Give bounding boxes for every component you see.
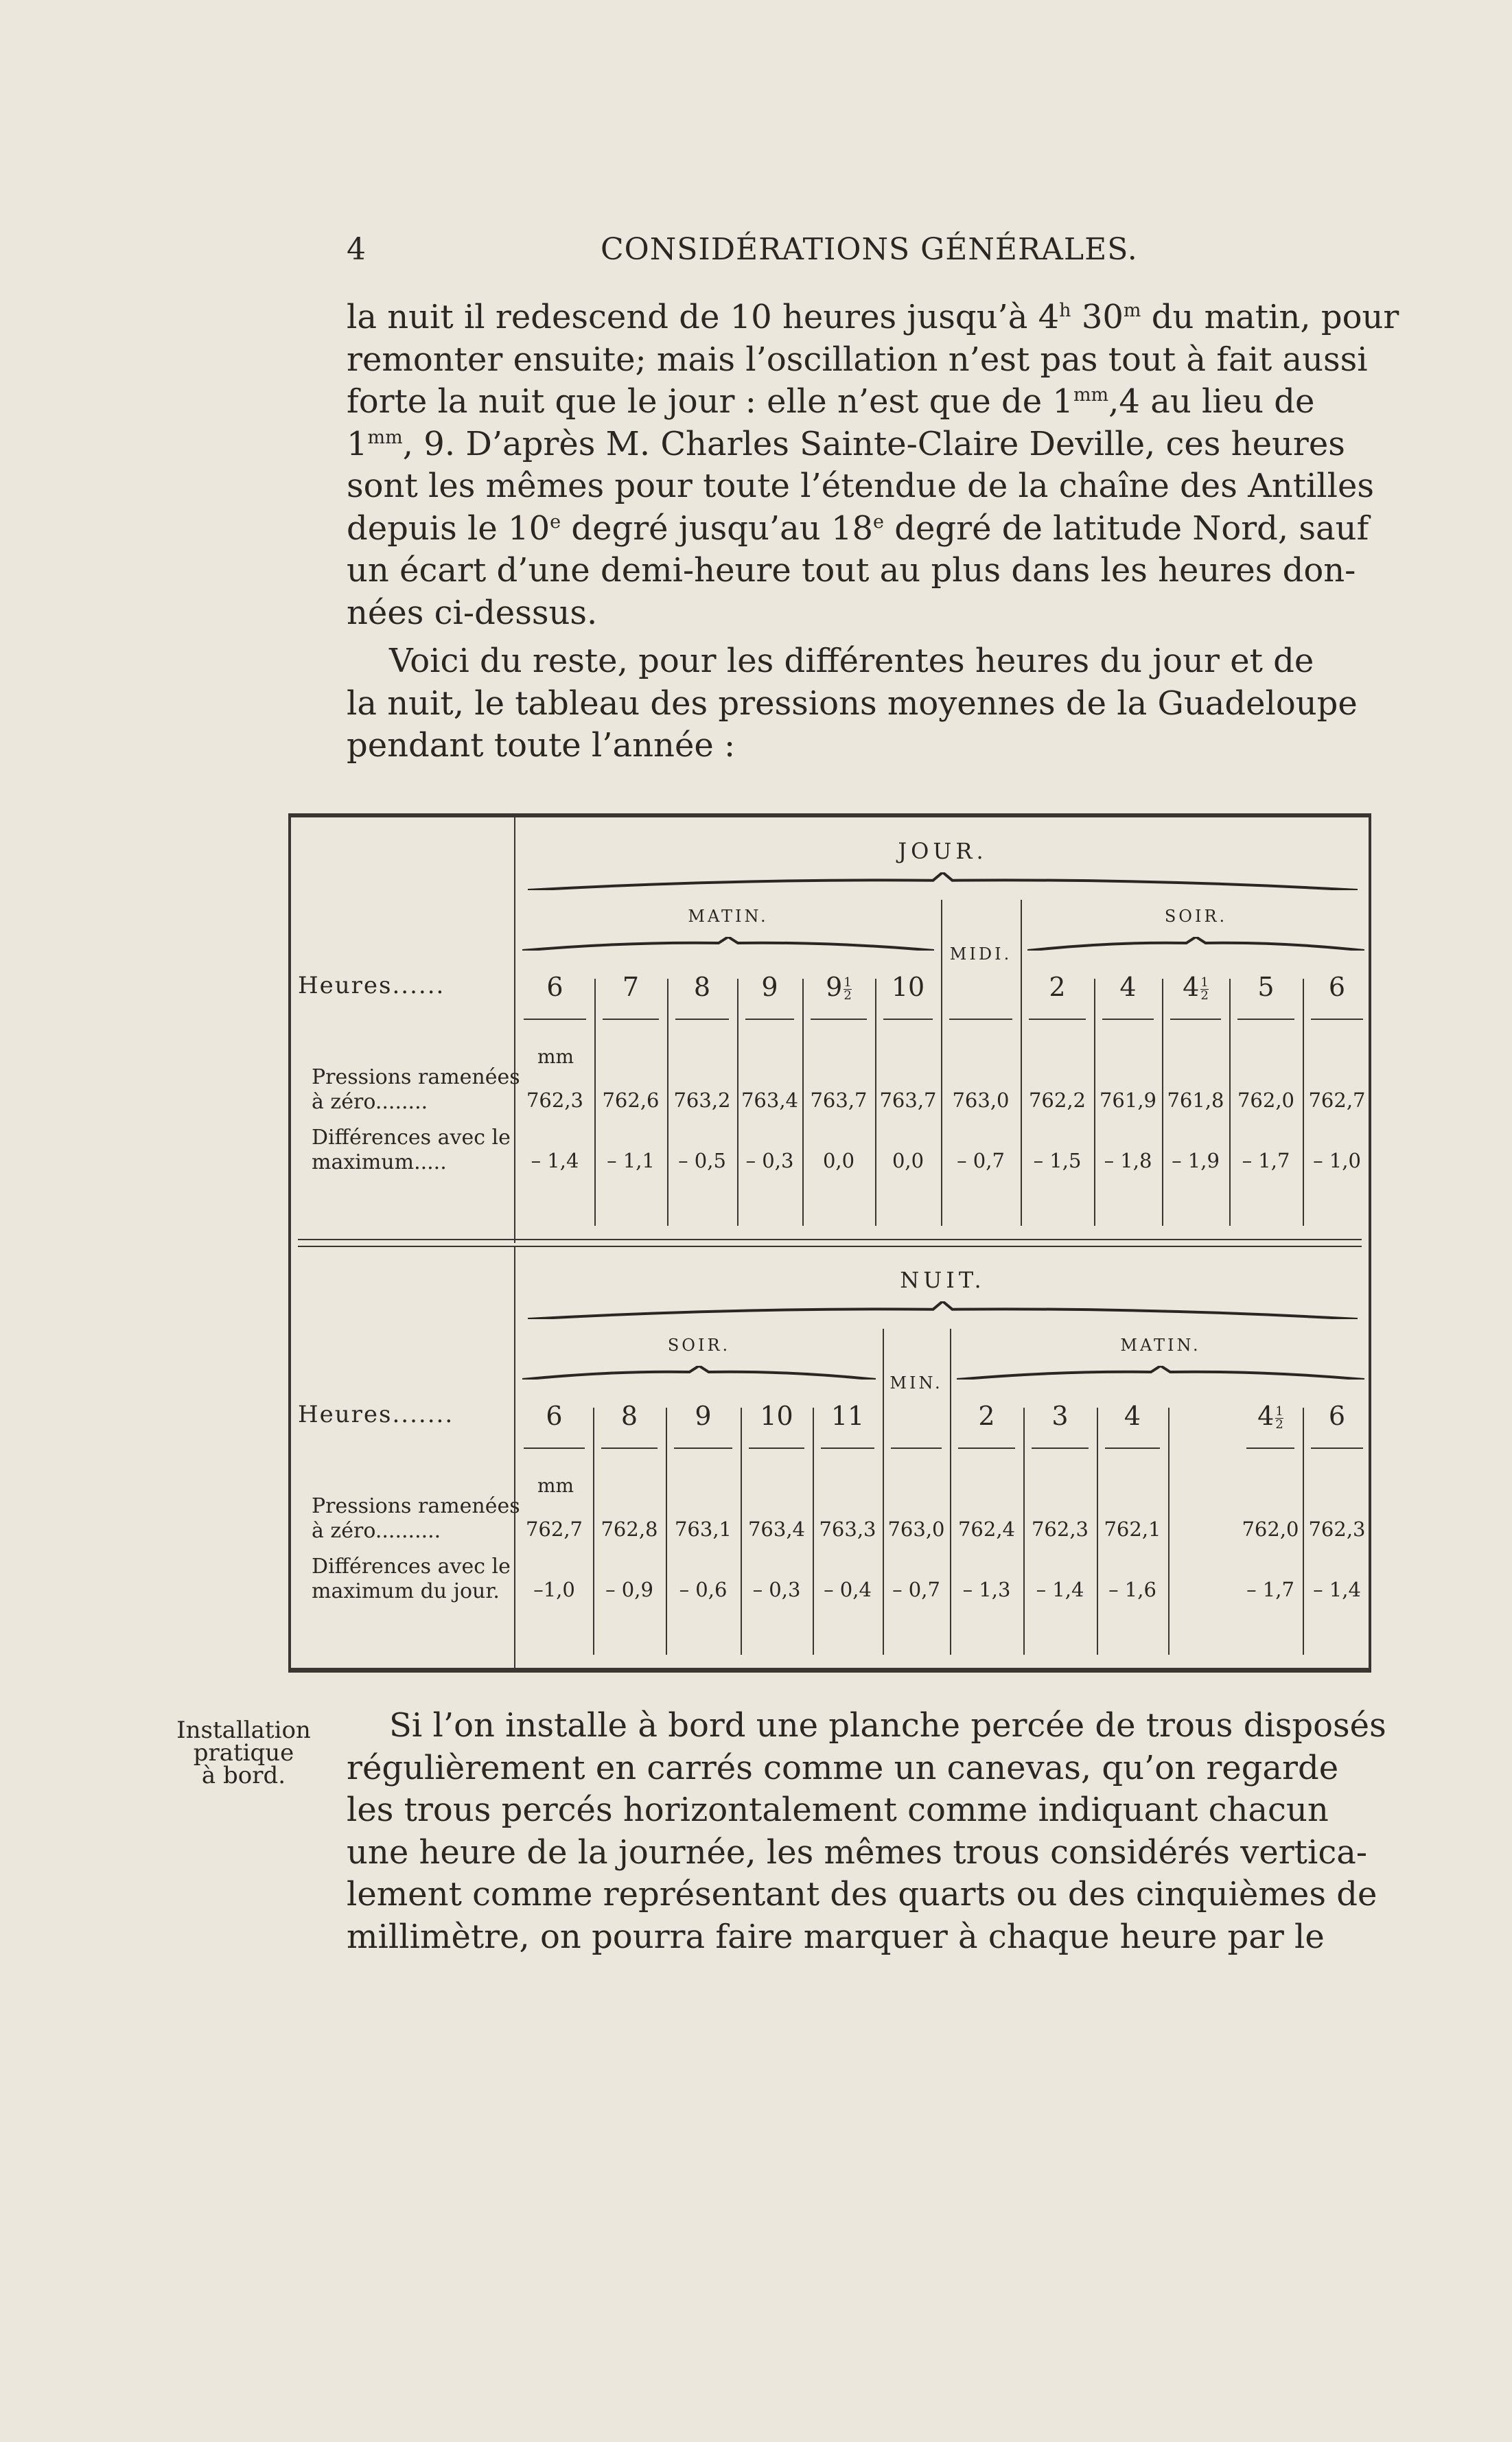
hour-value: 4 <box>1119 972 1137 1002</box>
group-caption: SOIR. <box>667 1336 731 1355</box>
pressure-cell: 762,3 <box>526 1089 584 1112</box>
pressure-cell: 763,1 <box>674 1517 732 1541</box>
pressure-label-line: Pressions ramenées <box>312 1494 520 1518</box>
running-header <box>347 232 1312 273</box>
column-divider <box>1168 1408 1170 1655</box>
page-number: 4 <box>347 232 367 267</box>
column-divider <box>883 1329 884 1655</box>
hour-value: 6 <box>546 1401 563 1431</box>
text-line: pendant toute l’année : <box>347 726 736 765</box>
text-line: remonter ensuite; mais l’oscillation n’est pas tout à fait aussi <box>347 340 1368 379</box>
difference-cell: – 1,0 <box>1313 1149 1361 1172</box>
fraction-half <box>1275 1406 1283 1431</box>
hour-value: 10 <box>760 1401 793 1431</box>
text-line: la nuit, le tableau des pressions moyennes de la Guadeloupe <box>347 684 1358 723</box>
pressure-cell: 762,7 <box>525 1517 583 1541</box>
text-line: Voici du reste, pour les différentes heures du jour et de <box>389 642 1314 680</box>
column-divider <box>950 1329 951 1655</box>
header-underline <box>524 1019 586 1020</box>
difference-cell: – 0,3 <box>745 1149 794 1172</box>
difference-label-line: Différences avec le <box>312 1126 511 1150</box>
pressure-cell: 763,2 <box>673 1089 731 1112</box>
hour-value: 4 <box>1124 1401 1141 1431</box>
difference-cell: – 1,8 <box>1104 1149 1152 1172</box>
group-caption: MATIN. <box>688 907 769 926</box>
pressure-cell: 763,7 <box>810 1089 868 1112</box>
text-line: régulièrement en carrés comme un canevas, qu’on regarde <box>347 1748 1339 1787</box>
fraction-half <box>844 977 851 1002</box>
text-line: les trous percés horizontalement comme indiquant chacun <box>347 1791 1329 1829</box>
column-divider <box>941 900 942 1226</box>
difference-cell: 0,0 <box>822 1149 855 1172</box>
difference-cell: – 0,9 <box>605 1578 653 1601</box>
hour-cell <box>1021 972 1094 1002</box>
hour-value: 4 <box>1257 1401 1275 1431</box>
paragraph-2 <box>347 640 1358 767</box>
header-underline <box>674 1447 732 1449</box>
unit-label: mm <box>537 1474 574 1497</box>
pressure-cell: 761,8 <box>1167 1089 1224 1112</box>
header-underline <box>745 1019 794 1020</box>
pressure-row-label <box>312 1494 520 1544</box>
group-caption: MATIN. <box>1120 1336 1201 1355</box>
header-underline <box>1029 1019 1086 1020</box>
stub-divider <box>514 1246 515 1668</box>
pressure-label-line: à zéro.......... <box>312 1519 441 1543</box>
header-underline <box>1105 1447 1160 1449</box>
header-underline <box>1237 1019 1294 1020</box>
pressure-label-line: à zéro........ <box>312 1090 428 1114</box>
text-line: la nuit il redescend de 10 heures jusqu’à 4$^h$ 30$^m$ du matin, pour <box>347 298 1399 336</box>
difference-cell: – 1,5 <box>1033 1149 1082 1172</box>
header-underline <box>891 1447 942 1449</box>
hour-value: 9 <box>695 1401 712 1431</box>
group-brace <box>522 937 934 951</box>
hour-value: 2 <box>978 1401 995 1431</box>
hour-cell <box>802 972 875 1002</box>
fraction-numerator: 1 <box>1200 975 1209 990</box>
hour-value: 6 <box>1328 1401 1346 1431</box>
hour-value: 11 <box>830 1401 865 1431</box>
header-underline <box>749 1447 804 1449</box>
difference-cell: – 1,4 <box>531 1149 579 1172</box>
hour-value: 4 <box>1183 972 1200 1002</box>
hour-cell <box>813 1401 883 1431</box>
margin-note-line: à bord. <box>201 1762 286 1789</box>
section-caption: NUIT. <box>900 1267 986 1293</box>
hour-value: 6 <box>1328 972 1346 1002</box>
fraction-denominator: 2 <box>844 988 852 1003</box>
hour-value: 2 <box>1049 972 1066 1002</box>
margin-note <box>175 1719 312 1787</box>
header-underline <box>524 1447 585 1449</box>
caption-brace <box>528 1301 1358 1319</box>
hour-cell <box>1238 1401 1303 1431</box>
hour-cell <box>593 1401 666 1431</box>
pressure-cell: 762,0 <box>1242 1517 1299 1541</box>
pressure-cell: 762,7 <box>1308 1089 1366 1112</box>
hour-value: 10 <box>891 972 925 1002</box>
pressure-cell: 763,4 <box>741 1089 799 1112</box>
header-underline <box>601 1447 658 1449</box>
hour-value: 5 <box>1257 972 1275 1002</box>
header-underline <box>603 1019 659 1020</box>
difference-cell: – 0,4 <box>824 1578 872 1601</box>
hour-value: 8 <box>620 1401 638 1431</box>
difference-cell: – 0,6 <box>679 1578 728 1601</box>
text-line: une heure de la journée, les mêmes trous considérés vertica- <box>347 1833 1368 1872</box>
difference-label-line: maximum..... <box>312 1150 447 1174</box>
header-underline <box>949 1019 1012 1020</box>
difference-cell: 0,0 <box>892 1149 924 1172</box>
text-line: sont les mêmes pour toute l’étendue de la chaîne des Antilles <box>347 467 1375 505</box>
caption-brace <box>528 872 1358 890</box>
text-line: depuis le 10e degré jusqu’au 18e degré de latitude Nord, sauf <box>347 509 1369 548</box>
difference-cell: – 0,5 <box>678 1149 726 1172</box>
hour-value: 3 <box>1051 1401 1069 1431</box>
hour-cell <box>515 1401 593 1431</box>
hour-cell <box>875 972 941 1002</box>
pressure-cell: 762,3 <box>1031 1517 1089 1541</box>
header-underline <box>958 1447 1015 1449</box>
fraction-denominator: 2 <box>1275 1417 1283 1432</box>
header-underline <box>1170 1019 1221 1020</box>
table-section-night <box>291 1246 1369 1668</box>
header-underline <box>821 1447 874 1449</box>
pressure-cell: 761,9 <box>1099 1089 1157 1112</box>
header-underline <box>811 1019 867 1020</box>
unit-label: mm <box>537 1045 574 1068</box>
running-title: CONSIDÉRATIONS GÉNÉRALES. <box>601 232 1138 267</box>
difference-cell: – 1,4 <box>1036 1578 1084 1601</box>
hour-cell <box>1094 972 1162 1002</box>
difference-cell: –1,0 <box>533 1578 575 1601</box>
difference-label-line: Différences avec le <box>312 1555 511 1579</box>
hour-value: 6 <box>546 972 563 1002</box>
header-underline <box>883 1019 933 1020</box>
text-line: Si l’on installe à bord une planche percée de trous disposés <box>389 1706 1386 1745</box>
hour-cell <box>737 972 802 1002</box>
group-caption: MIN. <box>889 1373 943 1393</box>
hour-cell <box>1303 1401 1371 1431</box>
hour-cell <box>1162 972 1229 1002</box>
paragraph-1 <box>347 296 1399 634</box>
hour-cell <box>594 972 667 1002</box>
difference-cell: – 1,7 <box>1242 1149 1290 1172</box>
pressure-cell: 762,3 <box>1308 1517 1366 1541</box>
pressure-cell: 763,0 <box>887 1517 945 1541</box>
pressure-cell: 762,1 <box>1104 1517 1161 1541</box>
hour-cell <box>667 972 737 1002</box>
difference-cell: – 1,3 <box>962 1578 1011 1601</box>
header-underline <box>1032 1447 1089 1449</box>
fraction-numerator: 1 <box>844 975 852 990</box>
table-section-day <box>291 817 1369 1243</box>
margin-note-line: pratique <box>193 1739 294 1767</box>
difference-cell: – 1,9 <box>1172 1149 1220 1172</box>
hours-row-label: Heures...... <box>298 972 445 999</box>
group-brace <box>522 1366 876 1380</box>
pressure-cell: 762,4 <box>957 1517 1016 1541</box>
header-underline <box>675 1019 729 1020</box>
stub-divider <box>514 817 515 1243</box>
fraction-denominator: 2 <box>1200 988 1209 1003</box>
group-brace <box>957 1366 1364 1380</box>
paragraph-3 <box>347 1705 1386 1958</box>
text-line: nées ci-dessus. <box>347 593 598 632</box>
text-line: millimètre, on pourra faire marquer à chaque heure par le <box>347 1917 1325 1956</box>
hour-cell <box>741 1401 813 1431</box>
hour-cell <box>950 1401 1023 1431</box>
pressure-cell: 762,0 <box>1237 1089 1295 1112</box>
pressure-table <box>288 813 1371 1673</box>
hour-cell <box>1303 972 1371 1002</box>
difference-cell: – 1,1 <box>607 1149 655 1172</box>
pressure-cell: 763,3 <box>819 1517 876 1541</box>
hour-cell <box>1023 1401 1097 1431</box>
pressure-cell: 763,7 <box>879 1089 937 1112</box>
difference-cell: – 1,7 <box>1246 1578 1294 1601</box>
pressure-row-label <box>312 1065 520 1115</box>
pressure-cell: 762,2 <box>1028 1089 1086 1112</box>
header-underline <box>1311 1447 1363 1449</box>
fraction-half <box>1200 977 1208 1002</box>
difference-row-label <box>312 1555 511 1604</box>
hour-cell <box>1229 972 1303 1002</box>
header-underline <box>1311 1019 1363 1020</box>
hour-cell <box>666 1401 741 1431</box>
difference-cell: – 1,6 <box>1108 1578 1156 1601</box>
hour-value: 7 <box>622 972 640 1002</box>
hour-cell <box>515 972 594 1002</box>
group-caption: MIDI. <box>949 944 1012 964</box>
text-line: forte la nuit que le jour : elle n’est que de $1^{mm},4$ au lieu de <box>347 382 1315 421</box>
section-caption: JOUR. <box>898 838 988 864</box>
header-underline <box>1102 1019 1154 1020</box>
pressure-cell: 763,0 <box>952 1089 1010 1112</box>
difference-cell: – 0,3 <box>752 1578 801 1601</box>
column-divider <box>1021 900 1022 1226</box>
difference-cell: – 1,4 <box>1313 1578 1361 1601</box>
hour-value: 8 <box>693 972 711 1002</box>
pressure-cell: 762,6 <box>602 1089 660 1112</box>
header-underline <box>1246 1447 1294 1449</box>
group-caption: SOIR. <box>1164 907 1228 926</box>
pressure-cell: 763,4 <box>747 1517 806 1541</box>
hour-value: 9 <box>761 972 778 1002</box>
fraction-numerator: 1 <box>1275 1404 1283 1419</box>
difference-cell: – 0,7 <box>892 1578 940 1601</box>
hour-cell <box>1097 1401 1168 1431</box>
text-line: un écart d’une demi-heure tout au plus dans les heures don- <box>347 551 1356 590</box>
hours-row-label: Heures....... <box>298 1401 454 1428</box>
difference-cell: – 0,7 <box>957 1149 1005 1172</box>
margin-note-line: Installation <box>176 1717 311 1744</box>
text-line: lement comme représentant des quarts ou des cinquièmes de <box>347 1875 1377 1914</box>
difference-label-line: maximum du jour. <box>312 1579 500 1603</box>
pressure-cell: 762,8 <box>601 1517 658 1541</box>
group-brace <box>1027 937 1364 951</box>
text-line: $1^{mm}$, 9. D’après M. Charles Sainte-Claire Deville, ces heures <box>347 424 1345 463</box>
pressure-label-line: Pressions ramenées <box>312 1065 520 1089</box>
hour-value: 9 <box>826 972 843 1002</box>
difference-row-label <box>312 1126 511 1175</box>
